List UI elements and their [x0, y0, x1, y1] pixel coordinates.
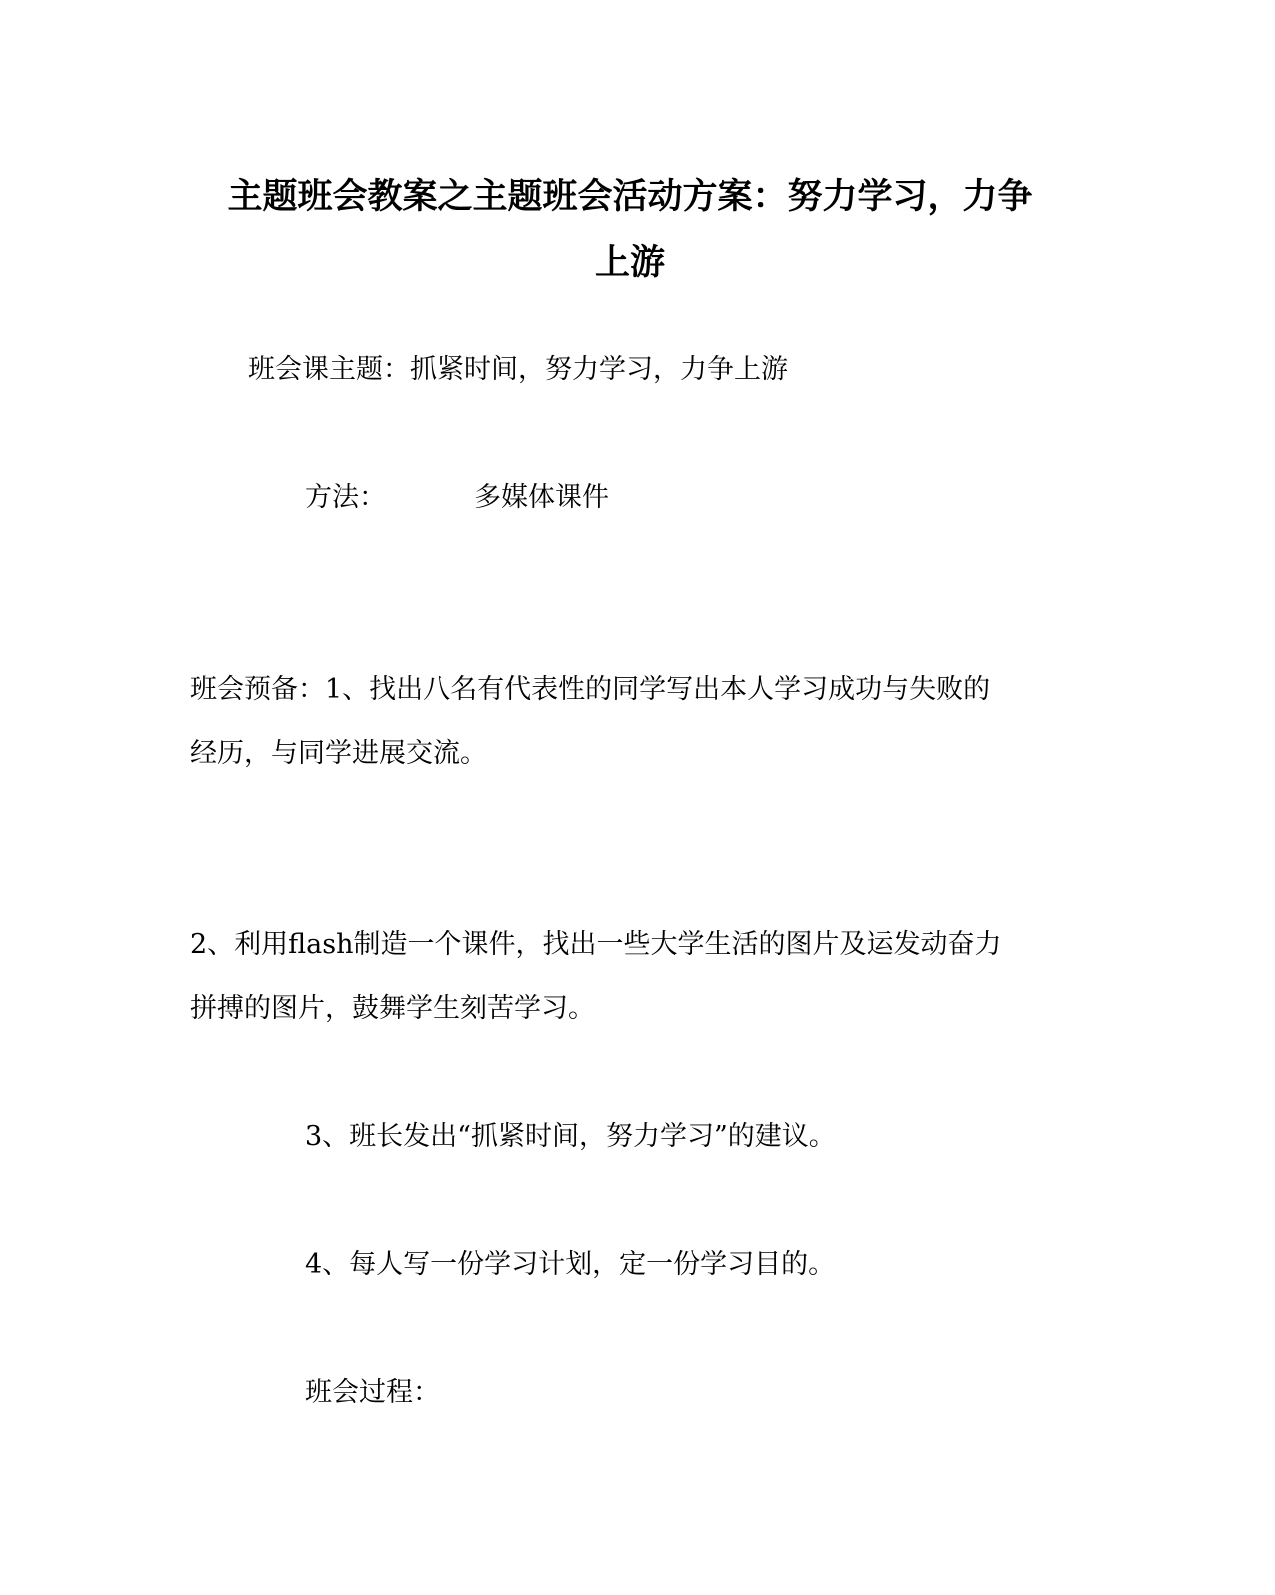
item-3: 3、班长发出“抓紧时间，努力学习”的建议。 — [305, 1121, 836, 1152]
class-theme: 班会课主题：抓紧时间，努力学习，力争上游 — [248, 354, 788, 385]
method-value: 多媒体课件 — [474, 482, 609, 513]
method-label: 方法： — [305, 482, 386, 513]
class-process-heading: 班会过程： — [305, 1377, 440, 1408]
item-2-line-2: 拼搏的图片，鼓舞学生刻苦学习。 — [190, 993, 595, 1024]
preparation-line-2: 经历，与同学进展交流。 — [190, 738, 487, 769]
document-title-line-2: 上游 — [594, 243, 665, 283]
preparation-line-1: 班会预备：1、找出八名有代表性的同学写出本人学习成功与失败的 — [190, 674, 991, 705]
item-4: 4、每人写一份学习计划，定一份学习目的。 — [305, 1249, 836, 1280]
item-2-line-1: 2、利用flash制造一个课件，找出一些大学生活的图片及运发动奋力 — [190, 929, 1002, 960]
document-title-line-1: 主题班会教案之主题班会活动方案：努力学习，力争 — [227, 177, 1033, 217]
method-line — [305, 478, 609, 518]
